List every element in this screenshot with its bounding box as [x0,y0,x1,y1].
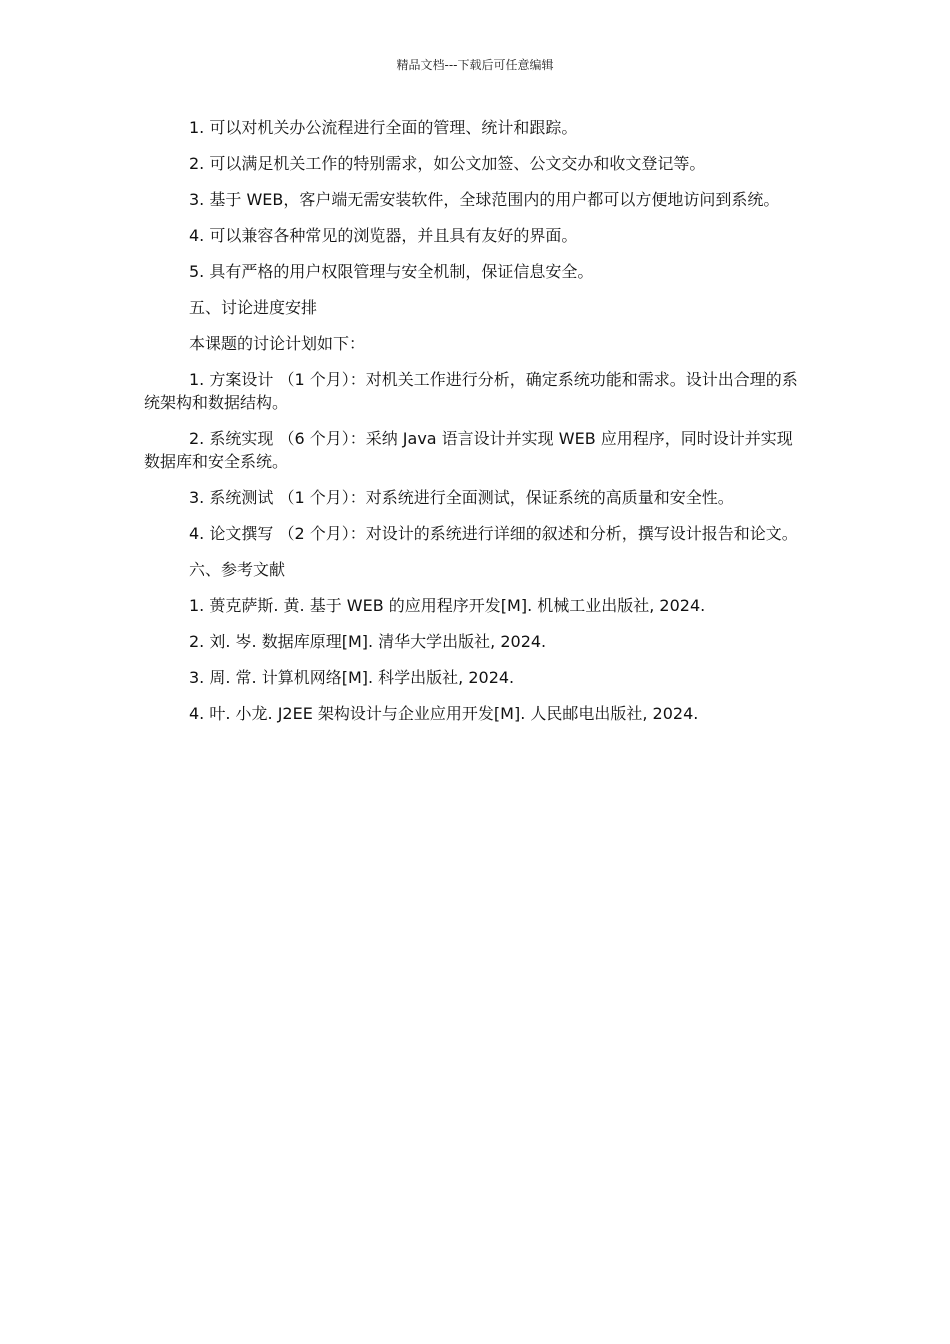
page-header: 精品文档---下载后可任意编辑 [396,58,554,72]
reference-item-2: 2. 刘. 岑. 数据库原理[M]. 清华大学出版社, 2024. [189,632,547,651]
section-heading-schedule: 五、讨论进度安排 [189,298,318,317]
section-heading-references: 六、参考文献 [189,560,286,579]
schedule-intro: 本课题的讨论计划如下： [189,334,366,353]
reference-item-4: 4. 叶. 小龙. J2EE 架构设计与企业应用开发[M]. 人民邮电出版社, 2024. [189,704,699,723]
feature-item-5: 5. 具有严格的用户权限管理与安全机制，保证信息安全。 [189,262,594,281]
feature-item-3: 3. 基于 WEB，客户端无需安装软件，全球范围内的用户都可以方便地访问到系统。 [189,190,780,209]
reference-item-3: 3. 周. 常. 计算机网络[M]. 科学出版社, 2024. [189,668,515,687]
schedule-item-4: 4. 论文撰写 （2 个月）：对设计的系统进行详细的叙述和分析，撰写设计报告和论文。 [189,524,798,543]
schedule-item-3: 3. 系统测试 （1 个月）：对系统进行全面测试，保证系统的高质量和安全性。 [189,488,734,507]
feature-item-4: 4. 可以兼容各种常见的浏览器，并且具有友好的界面。 [189,226,578,245]
document-body [144,116,802,738]
schedule-item-1: 1. 方案设计 （1 个月）：对机关工作进行分析，确定系统功能和需求。设计出合理的系统架构和数据结构。 [144,370,798,412]
feature-item-2: 2. 可以满足机关工作的特别需求，如公文加签、公文交办和收文登记等。 [189,154,706,173]
schedule-item-2: 2. 系统实现 （6 个月）：采纳 Java 语言设计并实现 WEB 应用程序，同时设计并实现数据库和安全系统。 [144,429,793,471]
feature-item-1: 1. 可以对机关办公流程进行全面的管理、统计和跟踪。 [189,118,578,137]
reference-item-1: 1. 蒉克萨斯. 黄. 基于 WEB 的应用程序开发[M]. 机械工业出版社, 2024. [189,596,706,615]
